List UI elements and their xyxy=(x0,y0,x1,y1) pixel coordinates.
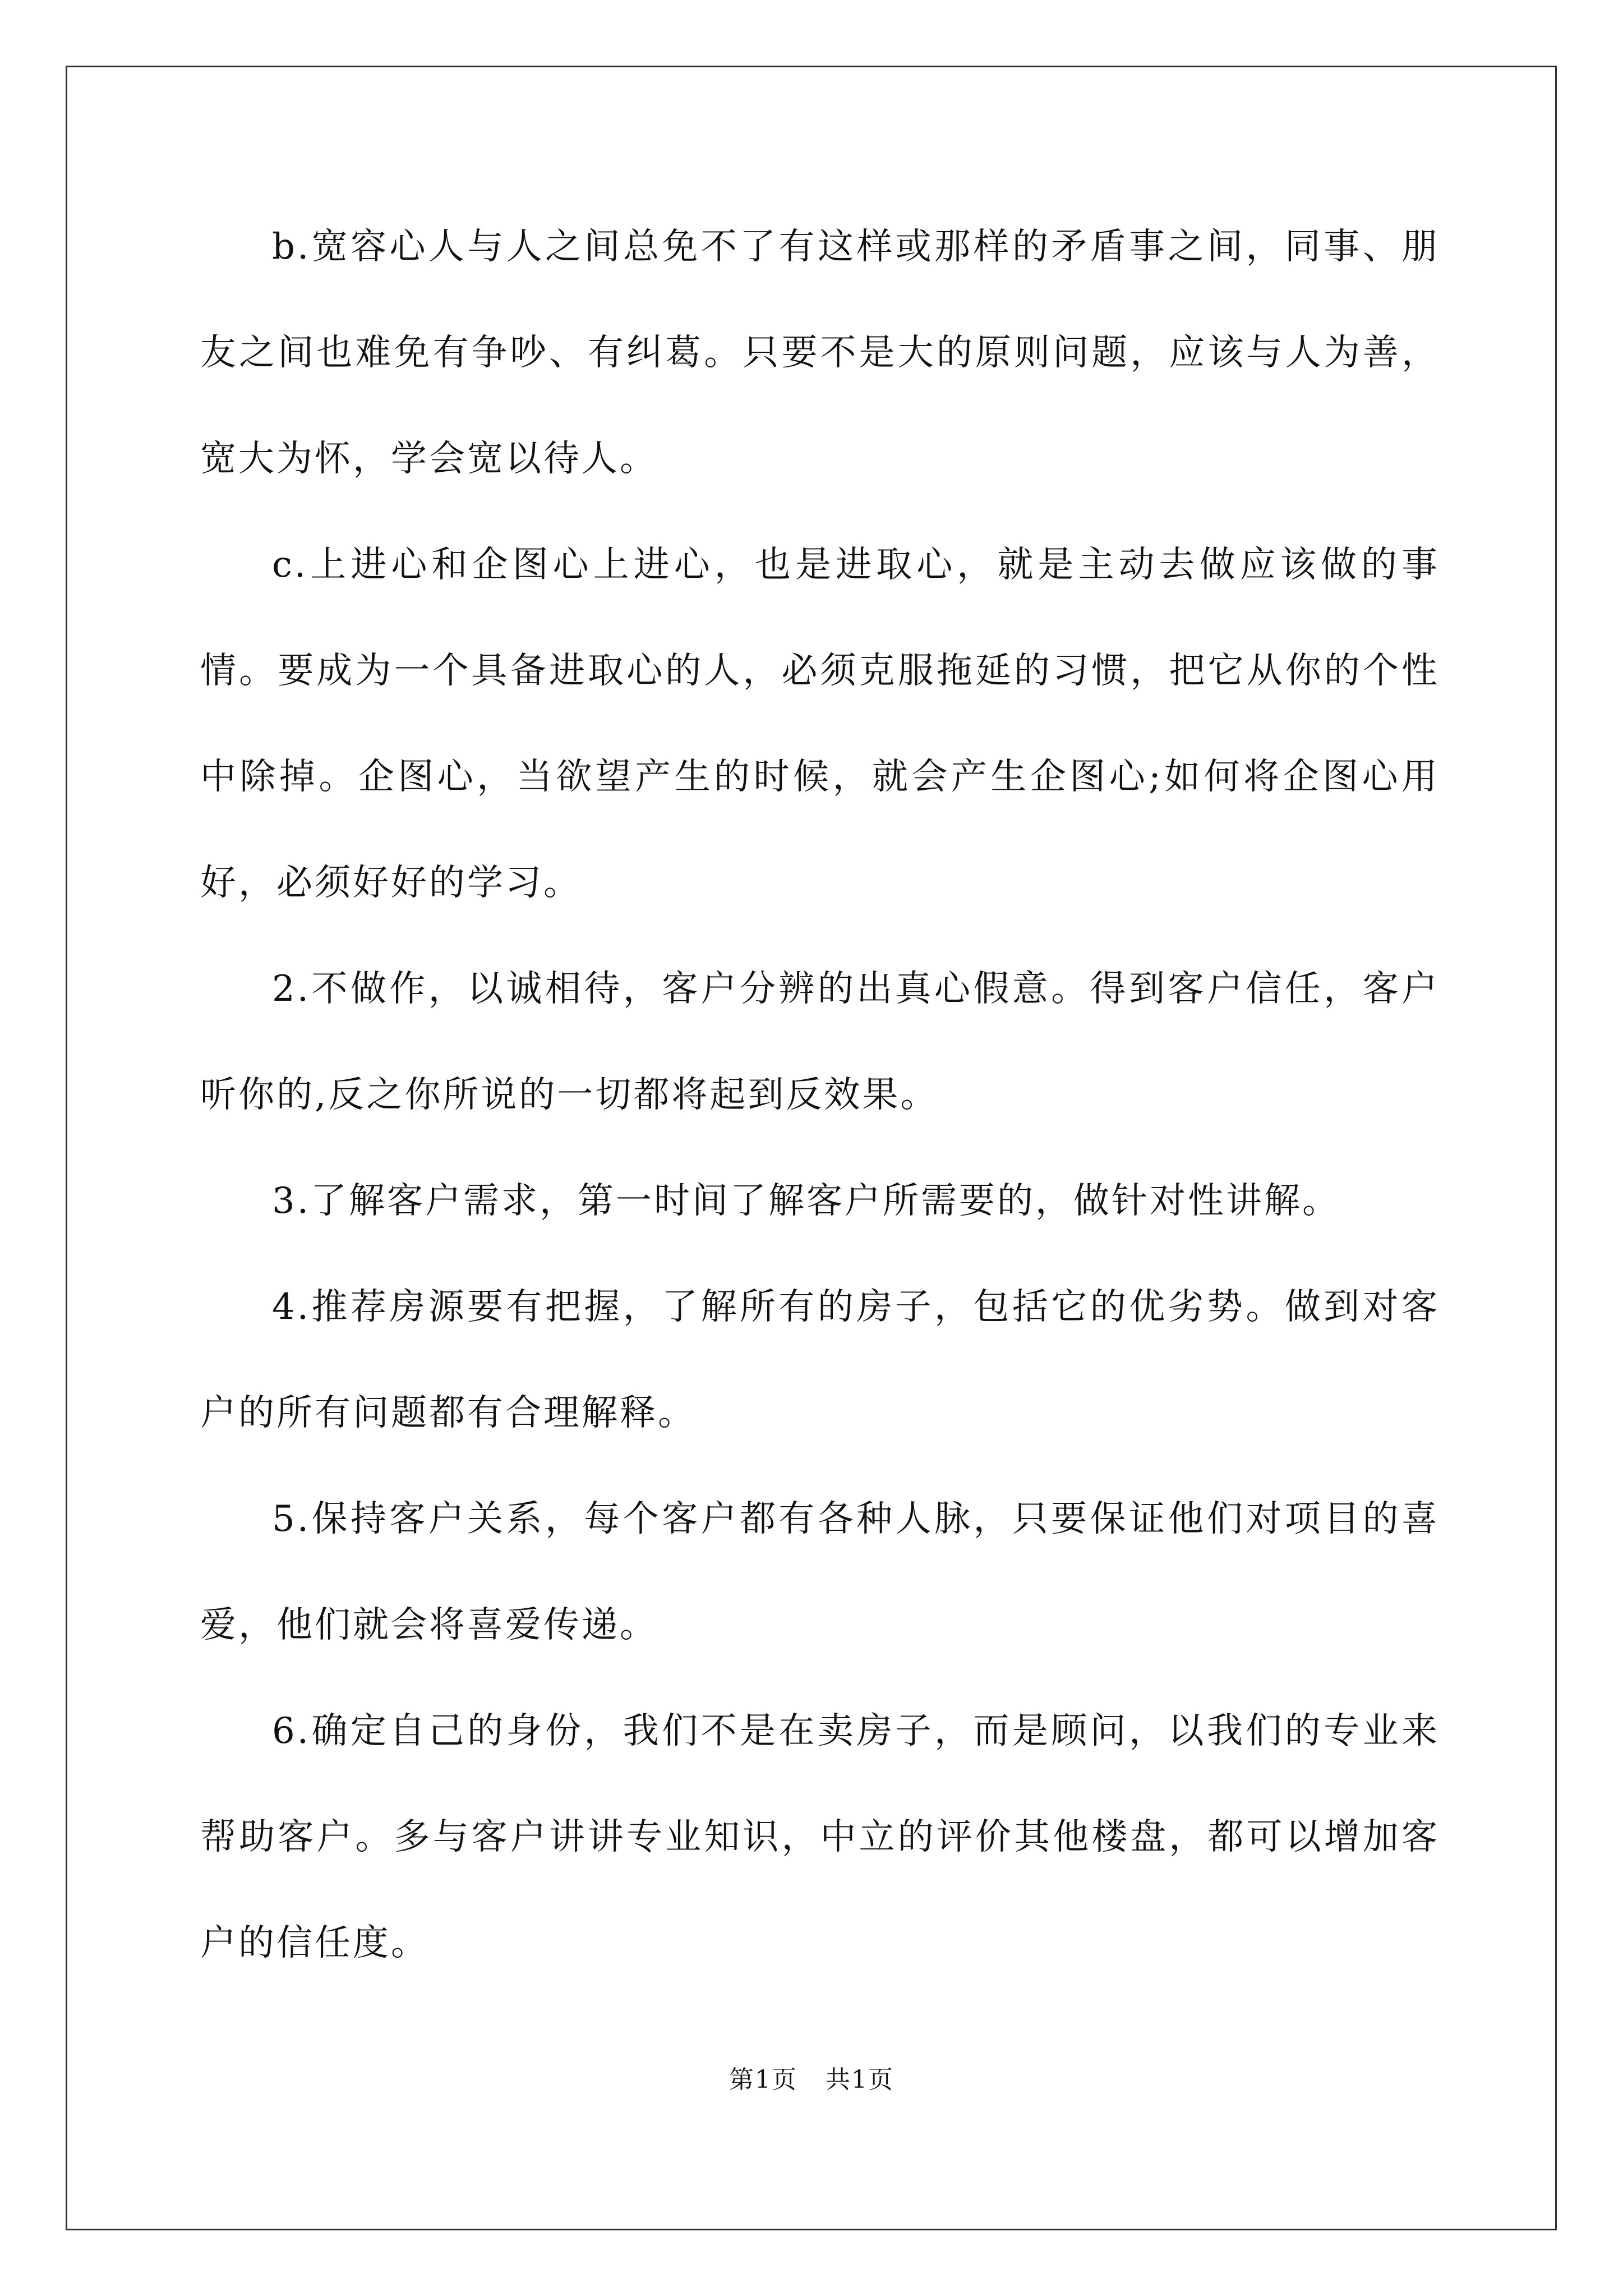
paragraph-4: 4.推荐房源要有把握，了解所有的房子，包括它的优劣势。做到对客户的所有问题都有合理解释。 xyxy=(200,1286,1440,1434)
page-number: 第1页 xyxy=(729,2065,797,2094)
paragraph-2: 2.不做作，以诚相待，客户分辨的出真心假意。得到客户信任，客户听你的,反之你所说的一切都将起到反效果。 xyxy=(200,968,1440,1116)
document-body xyxy=(200,194,1440,1996)
paragraph-3: 3.了解客户需求，第一时间了解客户所需要的，做针对性讲解。 xyxy=(272,1180,1341,1222)
page-footer xyxy=(0,2063,1623,2097)
paragraph-c: c.上进心和企图心上进心，也是进取心，就是主动去做应该做的事情。要成为一个具备进取心的人，必须克服拖延的习惯，把它从你的个性中除掉。企图心，当欲望产生的时候，就会产生企图心;如何将企图心用好，必须好好的学习。 xyxy=(200,544,1440,904)
paragraph-5: 5.保持客户关系，每个客户都有各种人脉，只要保证他们对项目的喜爱，他们就会将喜爱传递。 xyxy=(200,1498,1440,1646)
paragraph-b: b.宽容心人与人之间总免不了有这样或那样的矛盾事之间，同事、朋友之间也难免有争吵、有纠葛。只要不是大的原则问题，应该与人为善，宽大为怀，学会宽以待人。 xyxy=(200,226,1440,480)
paragraph-6: 6.确定自己的身份，我们不是在卖房子，而是顾问，以我们的专业来帮助客户。多与客户讲讲专业知识，中立的评价其他楼盘，都可以增加客户的信任度。 xyxy=(200,1710,1440,1964)
page-total: 共1页 xyxy=(826,2065,894,2094)
